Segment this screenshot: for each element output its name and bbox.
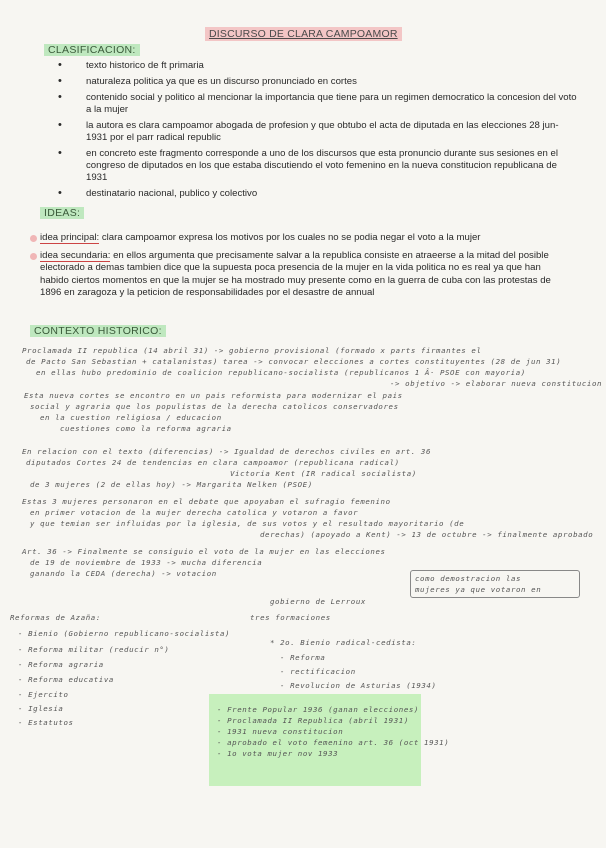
ideas-list: [30, 232, 570, 305]
handwritten-line: ganando la CEDA (derecha) -> votacion: [30, 569, 217, 578]
section-contexto-heading: CONTEXTO HISTORICO:: [30, 325, 166, 337]
idea-text: en ellos argumenta que precisamente salvar a la republica consiste en atraeerse a la mitad del posible electorado a demas tambien dice que la supuesta poca presencia de la mujer en la vida politica no es real ya que han habido ciertos momentos en que la mujer se ha mostrado muy presente como en la guerra de cuba con las protestas de 1896 en zaragoza y la peticion de responsabilidades por el desastre de annual: [40, 249, 551, 298]
handwritten-line: Victoria Kent (IR radical socialista): [230, 469, 417, 478]
handwritten-line: - Iglesia: [18, 704, 64, 713]
clasificacion-item: • naturaleza politica ya que es un discurso pronunciado en cortes: [58, 76, 578, 88]
handwritten-line: mujeres ya que votaron en: [415, 585, 542, 594]
handwritten-line: - Reforma educativa: [18, 675, 114, 684]
handwritten-line: en primer votacion de la mujer derecha catolica y votaron a favor: [30, 508, 359, 517]
handwritten-line: de Pacto San Sebastian + catalanistas) tarea -> convocar elecciones a cortes constituyentes (28 de jun 31): [26, 357, 562, 366]
handwritten-line: gobierno de Lerroux: [270, 597, 366, 606]
note-line: - Frente Popular 1936 (ganan elecciones): [217, 705, 419, 714]
idea-secundaria: [30, 250, 570, 300]
handwritten-line: derechas) (apoyado a Kent) -> 13 de octubre -> finalmente aprobado: [260, 530, 594, 539]
idea-label: idea principal:: [40, 232, 100, 243]
section-clasificacion-heading: CLASIFICACION:: [44, 44, 140, 56]
note-line: - Proclamada II Republica (abril 1931): [217, 716, 409, 725]
document-title: DISCURSO DE CLARA CAMPOAMOR: [205, 27, 402, 41]
clasificacion-item: • la autora es clara campoamor abogada de profesion y que obtubo el acta de diputada en las elecciones 28 jun-1931 por el parr radical republic: [58, 120, 578, 144]
note-line: - aprobado el voto femenino art. 36 (oct 1931): [217, 738, 450, 747]
handwritten-line: En relacion con el texto (diferencias) -> Igualdad de derechos civiles en art. 36: [22, 447, 432, 456]
handwritten-line: y que temian ser influidas por la iglesia, de sus votos y el resultado mayoritario (de: [30, 519, 465, 528]
handwritten-line: Reformas de Azaña:: [10, 613, 101, 622]
clasificacion-list: [58, 60, 578, 204]
handwritten-line: - Bienio (Gobierno republicano-socialista): [18, 629, 231, 638]
handwritten-line: - rectificacion: [280, 667, 356, 676]
handwritten-line: Art. 36 -> Finalmente se consiguio el voto de la mujer en las elecciones: [22, 547, 386, 556]
clasificacion-item: • texto historico de ft primaria: [58, 60, 578, 72]
handwritten-line: - Ejercito: [18, 690, 69, 699]
summary-sticky-note: [209, 694, 450, 786]
handwritten-line: - Reforma: [280, 653, 326, 662]
idea-text: clara campoamor expresa los motivos por los cuales no se podia negar el voto a la mujer: [101, 232, 481, 243]
handwritten-line: -> objetivo -> elaborar nueva constitucion: [390, 379, 603, 388]
handwritten-line: de 19 de noviembre de 1933 -> mucha diferencia: [30, 558, 263, 567]
handwritten-line: - Estatutos: [18, 718, 74, 727]
note-line: - 1o vota mujer nov 1933: [217, 749, 339, 758]
handwritten-line: en ellas hubo predominio de coalicion republicano-socialista (republicanos 1 Â· PSOE con mayoria): [36, 368, 526, 377]
note-line: - 1931 nueva constitucion: [217, 727, 344, 736]
clasificacion-item: • contenido social y politico al mencionar la importancia que tiene para un regimen democratico la concesion del voto a la mujer: [58, 92, 578, 116]
handwritten-line: como demostracion las: [415, 574, 522, 583]
idea-principal: [30, 232, 570, 245]
handwritten-line: cuestiones como la reforma agraria: [60, 424, 232, 433]
handwritten-line: social y agraria que los populistas de la derecha catolicos conservadores: [30, 402, 399, 411]
handwritten-line: Estas 3 mujeres personaron en el debate que apoyaban el sufragio femenino: [22, 497, 391, 506]
bullet-dot-icon: [30, 253, 37, 260]
clasificacion-item: • destinatario nacional, publico y colectivo: [58, 188, 578, 200]
handwritten-line: en la cuestion religiosa / educacion: [40, 413, 222, 422]
handwritten-line: - Reforma militar (reducir n°): [18, 645, 170, 654]
handwritten-line: - Reforma agraria: [18, 660, 104, 669]
handwritten-line: Proclamada II republica (14 abril 31) -> gobierno provisional (formado x parts firmantes el: [22, 346, 482, 355]
section-ideas-heading: IDEAS:: [40, 207, 84, 219]
handwritten-line: de 3 mujeres (2 de ellas hoy) -> Margarita Nelken (PSOE): [30, 480, 313, 489]
handwritten-line: * 2o. Bienio radical-cedista:: [270, 638, 417, 647]
idea-label: idea secundaria:: [40, 249, 111, 261]
handwritten-line: - Revolucion de Asturias (1934): [280, 681, 437, 690]
handwritten-line: tres formaciones: [250, 613, 331, 622]
clasificacion-item: • en concreto este fragmento corresponde a uno de los discursos que esta pronuncio durante sus sesiones en el congreso de diputados en los que estaba discutiendo el voto femenino en la nueva constitucion republicana de 1931: [58, 148, 578, 184]
handwritten-line: Esta nueva cortes se encontro en un pais reformista para modernizar el pais: [24, 391, 403, 400]
bullet-dot-icon: [30, 235, 37, 242]
handwritten-line: diputados Cortes 24 de tendencias en clara campoamor (republicana radical): [26, 458, 400, 467]
